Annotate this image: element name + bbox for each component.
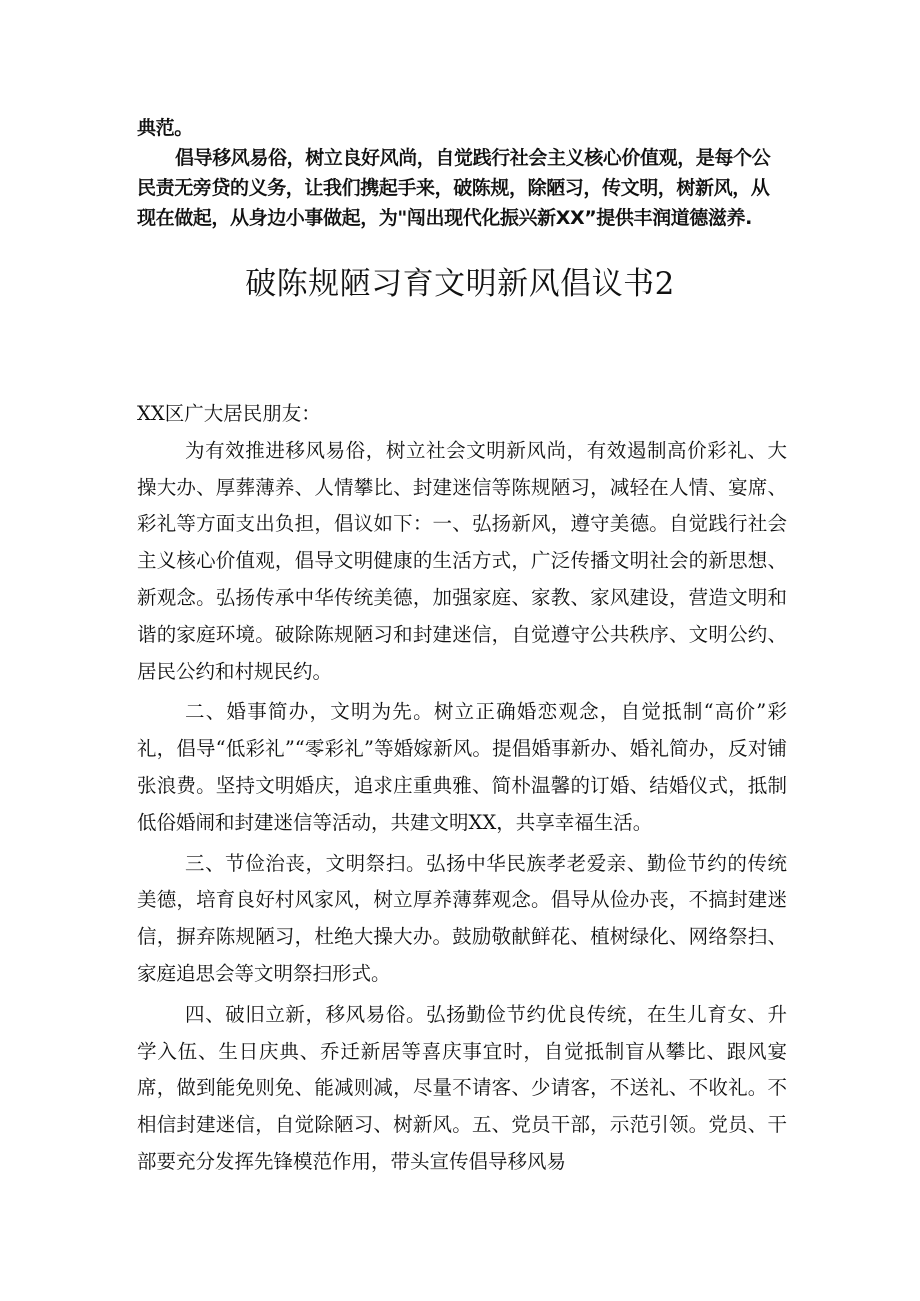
- body-paragraph: 为有效推进移风易俗，树立社会文明新风尚，有效遏制高价彩礼、大操大办、厚葬薄养、人情攀比、封建迷信等陈规陋习，减轻在人情、宴席、彩礼等方面支出负担，倡议如下：一、弘扬新风，遵守美德。自觉践行社会主义核心价值观，倡导文明健康的生活方式，广泛传播文明社会的新思想、新观念。弘扬传承中华传统美德，加强家庭、家教、家风建设，营造文明和谐的家庭环境。破除陈规陋习和封建迷信，自觉遵守公共秩序、文明公约、居民公约和村规民约。: [137, 438, 787, 683]
- top-paragraph: 倡导移风易俗，树立良好风尚，自觉践行社会主义核心价值观，是每个公民责无旁贷的义务，让我们携起手来，破陈规，除陋习，传文明，树新风，从现在做起，从身边小事做起，为"闯出现代化振兴新XX”提供丰润道德滋养.: [137, 147, 771, 229]
- previous-section-tail: [137, 113, 787, 233]
- salutation: XX区广大居民朋友：: [137, 402, 321, 425]
- document-body: [137, 396, 787, 1185]
- body-paragraph: 四、破旧立新，移风易俗。弘扬勤俭节约优良传统，在生儿育女、升学入伍、生日庆典、乔迁新居等喜庆事宜时，自觉抵制盲从攀比、跟风宴席，做到能免则免、能减则减，尽量不请客、少请客，不送礼、不收礼。不相信封建迷信，自觉除陋习、树新风。五、党员干部，示范引领。党员、干部要充分发挥先锋模范作用，带头宣传倡导移风易: [137, 1002, 787, 1173]
- document-title: 破陈规陋习育文明新风倡议书2: [245, 266, 675, 302]
- top-line: 典范。: [137, 117, 193, 139]
- body-paragraph: 二、婚事简办，文明为先。树立正确婚恋观念，自觉抵制“高价”彩礼，倡导“低彩礼”“零彩礼”等婚嫁新风。提倡婚事新办、婚礼简办，反对铺张浪费。坚持文明婚庆，追求庄重典雅、简朴温馨的订婚、结婚仪式，抵制低俗婚闹和封建迷信等活动，共建文明XX，共享幸福生活。: [137, 700, 787, 834]
- body-paragraph: 三、节俭治丧，文明祭扫。弘扬中华民族孝老爱亲、勤俭节约的传统美德，培育良好村风家风，树立厚养薄葬观念。倡导从俭办丧，不搞封建迷信，摒弃陈规陋习，杜绝大操大办。鼓励敬献鲜花、植树绿化、网络祭扫、家庭追思会等文明祭扫形式。: [137, 851, 787, 985]
